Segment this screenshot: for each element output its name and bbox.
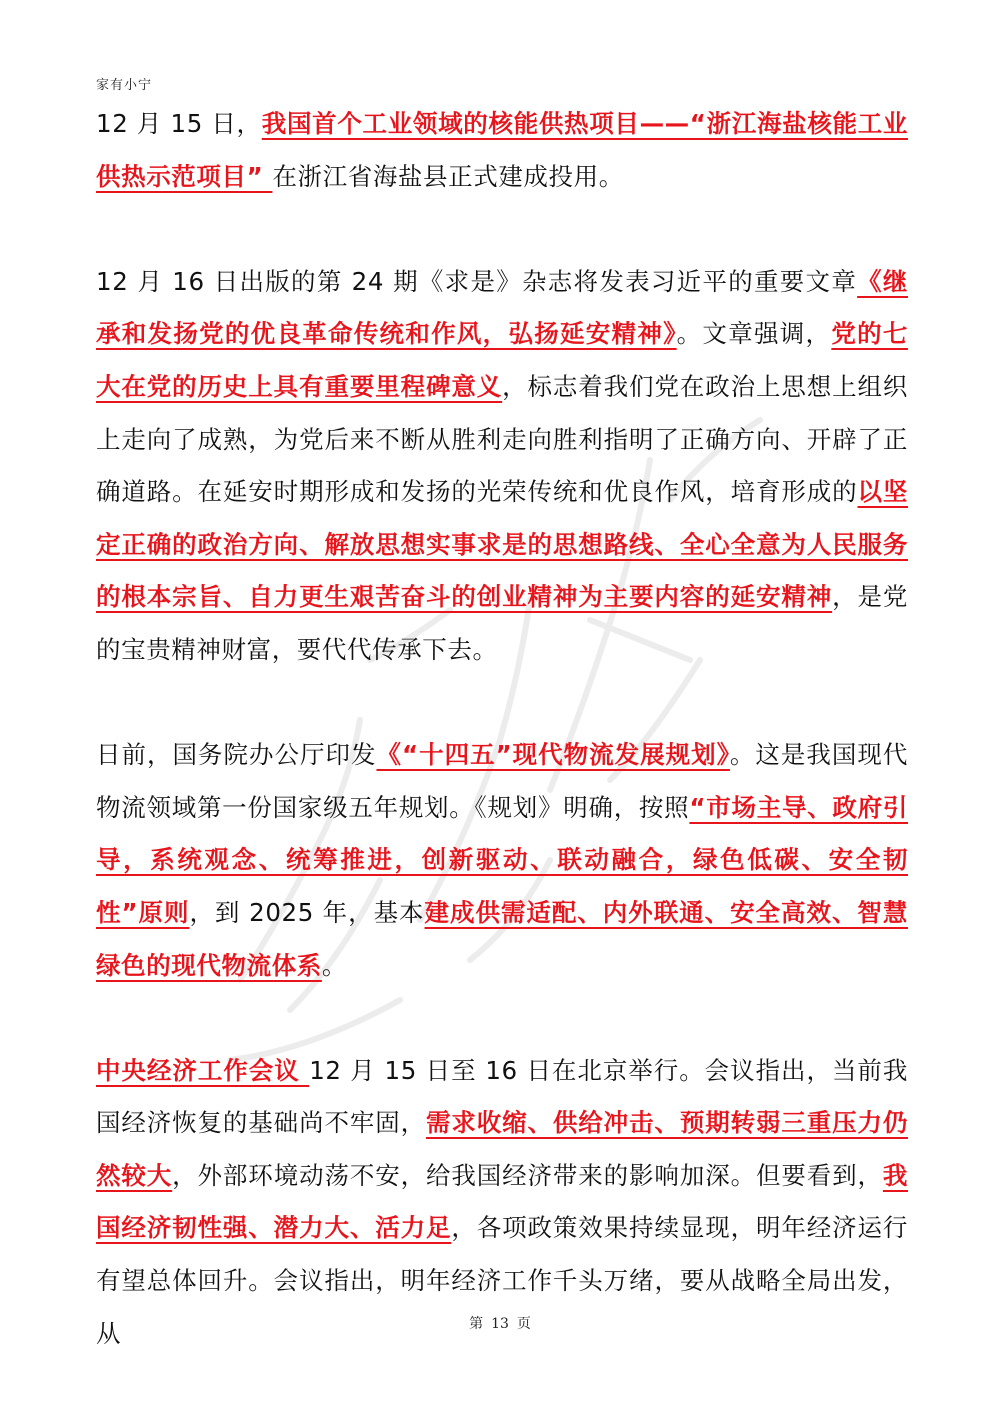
page-header: 家有小宁: [96, 78, 153, 93]
highlighted-phrase: 我国首个工业领域的核能供热项目——“浙江海盐核能工业供热示范项目”: [96, 109, 908, 191]
text-run: ，是党的宝贵精神财富，要代代传承下去。: [96, 582, 908, 664]
highlighted-phrase: “市场主导、政府引导，系统观念、统筹推进，创新驱动、联动融合，绿色低碳、安全韧性”原则: [96, 792, 908, 927]
text-run: 。: [321, 950, 348, 980]
text-run: ，各项政策效果持续显现，明年经济运行有望总体回升。会议指出，明年经济工作千头万绪，要从战略全局出发，从: [96, 1213, 908, 1348]
paragraph: [96, 729, 908, 992]
text-run: 。文章强调，: [676, 319, 832, 349]
highlighted-phrase: 需求收缩、供给冲击、预期转弱三重压力仍然较大: [96, 1108, 908, 1190]
paragraph: [96, 256, 908, 677]
text-run: 。这是我国现代物流领域第一份国家级五年规划。《规划》明确，按照: [96, 740, 908, 822]
text-run: ，到 2025 年，基本: [189, 897, 425, 927]
text-run: 12 月 16 日出版的第 24 期《求是》杂志将发表习近平的重要文章: [96, 266, 858, 296]
highlighted-phrase: 以坚定正确的政治方向、解放思想实事求是的思想路线、全心全意为人民服务的根本宗旨、自力更生艰苦奋斗的创业精神为主要内容的延安精神: [96, 477, 908, 612]
page-footer: [0, 1313, 1000, 1333]
document-body: [96, 98, 908, 1360]
text-run: 12 月 15 日至 16 日在北京举行。会议指出，当前我国经济恢复的基础尚不牢固，: [96, 1055, 908, 1138]
page-label-prefix: 第: [469, 1316, 484, 1332]
text-run: 12 月 15 日，: [96, 109, 262, 138]
highlighted-phrase: 我国经济韧性强、潜力大、活力足: [96, 1160, 908, 1243]
page-label-suffix: 页: [516, 1316, 531, 1332]
text-run: 日前，国务院办公厅印发: [96, 740, 377, 770]
text-run: ，标志着我们党在政治上思想上组织上走向了成熟，为党后来不断从胜利走向胜利指明了正确方向、开辟了正确道路。在延安时期形成和发扬的光荣传统和优良作风，培育形成的: [96, 371, 908, 507]
highlighted-phrase: 建成供需适配、内外联通、安全高效、智慧绿色的现代物流体系: [96, 897, 908, 980]
paragraph: [96, 98, 908, 203]
highlighted-phrase: 党的七大在党的历史上具有重要里程碑意义: [96, 319, 908, 401]
text-run: ，外部环境动荡不安，给我国经济带来的影响加深。但要看到，: [172, 1160, 883, 1190]
page-number: 13: [491, 1316, 509, 1332]
highlighted-phrase: 《“十四五”现代物流发展规划》: [376, 740, 730, 770]
highlighted-phrase: 《继承和发扬党的优良革命传统和作风，弘扬延安精神》: [96, 266, 909, 349]
text-run: 在浙江省海盐县正式建成投用。: [272, 161, 624, 191]
highlighted-phrase: 中央经济工作会议: [96, 1055, 310, 1085]
